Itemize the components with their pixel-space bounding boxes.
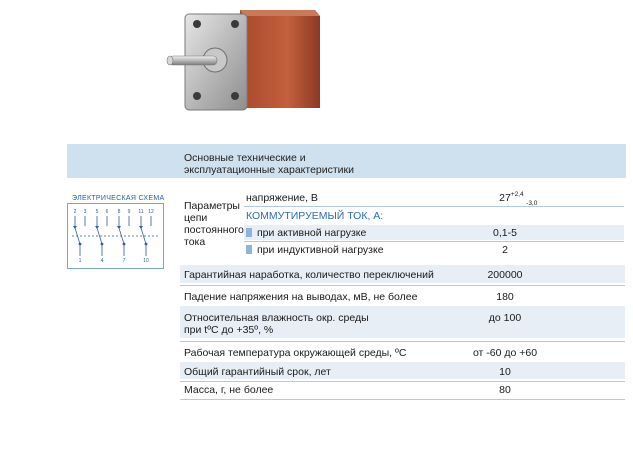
row-label: Гарантийная наработка, количество переключений (184, 269, 434, 281)
row-label: Падение напряжения на выводах, мВ, не более (184, 291, 418, 303)
electrical-schema (67, 203, 164, 269)
section-title (184, 152, 354, 176)
current-heading: КОММУТИРУЕМЫЙ ТОК, А: (246, 210, 384, 222)
group-label-line-1: Параметры (184, 200, 240, 212)
row-value: 180 (496, 291, 514, 303)
divider (244, 206, 624, 207)
divider (180, 341, 625, 342)
schema-pin-9: 9 (127, 209, 131, 215)
schema-pin-8: 8 (117, 209, 121, 215)
group-label (184, 200, 244, 248)
schema-title: ЭЛЕКТРИЧЕСКАЯ СХЕМА (72, 195, 165, 202)
divider (244, 241, 624, 242)
bullet-square (246, 245, 252, 254)
row-value: 200000 (487, 269, 523, 281)
group-label-line-4: тока (184, 236, 206, 248)
schema-pin-5: 5 (95, 209, 99, 215)
row-value: 80 (499, 384, 511, 396)
row-value: до 100 (488, 312, 522, 324)
voltage-label: напряжение, В (246, 192, 318, 204)
voltage-tolerance-plus: +2,4 (510, 191, 524, 198)
schema-pin-2: 2 (73, 209, 77, 215)
row-label-line-2: при tºC до +35º, % (184, 324, 274, 336)
row-label: Общий гарантийный срок, лет (184, 366, 331, 378)
schema-pin-3: 3 (83, 209, 87, 215)
divider (180, 399, 625, 400)
row-label-line-1: Относительная влажность окр. среды (184, 312, 369, 324)
row-value: 10 (499, 366, 511, 378)
schema-pin-1: 1 (78, 258, 82, 264)
inductive-load-value: 2 (502, 244, 508, 256)
inductive-load-label: при индуктивной нагрузке (257, 244, 384, 256)
row-label (184, 312, 369, 336)
schema-pin-7: 7 (122, 258, 126, 264)
active-load-value: 0,1-5 (493, 227, 517, 239)
schema-pin-11: 11 (138, 209, 144, 215)
bullet-square (246, 228, 252, 237)
voltage-tolerance-minus: -3,0 (526, 200, 538, 207)
product-photo (165, 8, 325, 126)
schema-pin-4: 4 (100, 258, 104, 264)
schema-pin-6: 6 (105, 209, 109, 215)
voltage-value (445, 191, 565, 207)
voltage-number: 27 (499, 192, 511, 204)
group-label-line-3: постоянного (184, 224, 244, 236)
row-label: Масса, г, не более (184, 384, 274, 396)
schema-pin-10: 10 (143, 258, 149, 264)
divider (180, 285, 625, 286)
row-label: Рабочая температура окружающей среды, ºC (184, 347, 407, 359)
active-load-label: при активной нагрузке (257, 227, 367, 239)
group-label-line-2: цепи (184, 212, 208, 224)
section-title-line-1: Основные технические и (184, 152, 306, 164)
row-value: от -60 до +60 (472, 347, 538, 359)
schema-pin-12: 12 (148, 209, 154, 215)
section-title-line-2: эксплуатационные характеристики (184, 164, 355, 176)
divider (180, 381, 625, 382)
